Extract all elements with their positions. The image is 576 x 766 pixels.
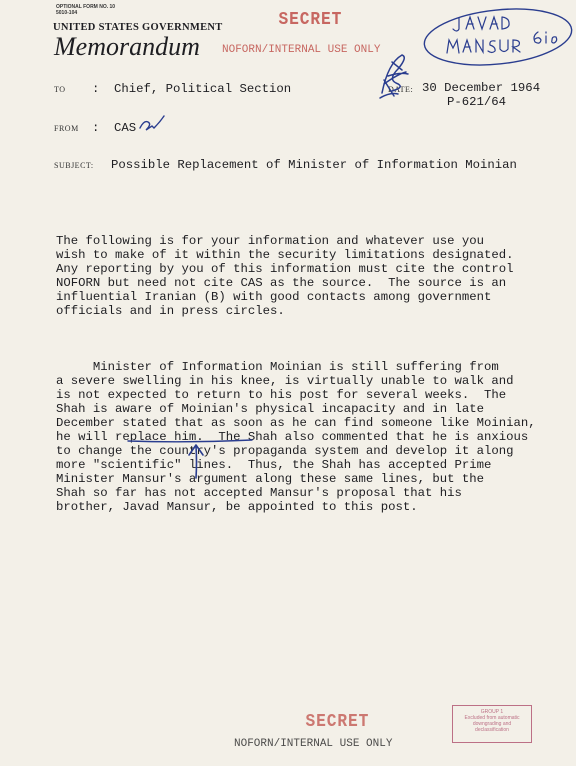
to-value: Chief, Political Section: [114, 82, 292, 96]
reference-number: P-621/64: [447, 95, 507, 109]
classification-stamp-bottom: SECRET: [305, 712, 370, 732]
agency-name: UNITED STATES GOVERNMENT: [53, 22, 223, 33]
handwriting-javad: [453, 17, 509, 31]
control-stamp-top: NOFORN/INTERNAL USE ONLY: [222, 44, 381, 56]
body-paragraph-2: Minister of Information Moinian is still suffering from a severe swelling in his knee, is virtually unable to walk and is not expected to return to his post for several weeks. The Shah is aware of Moinian's physical incapacity and in late December stated that as soon as he can find someone like Moinian, he will replace him. The Shah also commented that he is anxious to change the country's propaganda system and develop it along more "scientific" lines. Thus, the Shah has accepted Prime Minister Mansur's argument along these same lines, but the Shah so far has not accepted Mansur's proposal that his brother, Javad Mansur, be appointed to this post.: [56, 360, 536, 514]
handwriting-6io: [534, 32, 557, 43]
cas-signature: [140, 116, 164, 130]
handwritten-initials: [380, 55, 408, 98]
control-stamp-bottom: NOFORN/INTERNAL USE ONLY: [234, 738, 393, 750]
date-value: 30 December 1964: [422, 81, 541, 95]
javad-mansur-underline: [128, 440, 252, 442]
group-declassification-stamp: GROUP 1 Excluded from automatic downgrading and declassification: [452, 705, 532, 743]
from-value: CAS: [114, 121, 137, 135]
memo-title: Memorandum: [54, 32, 200, 61]
from-colon: :: [92, 121, 100, 135]
body-paragraph-1: The following is for your information and whatever use you wish to make of it within the security limitations designated. Any reporting by you of this information must cite the control NOFORN but need not cite CAS as the source. The source is an influential Iranian (B) with good contacts among government officials and in press circles.: [56, 234, 514, 318]
form-number: OPTIONAL FORM NO. 10 5010-104: [56, 4, 116, 16]
handwriting-mansur: [447, 40, 520, 53]
date-label: DATE:: [388, 85, 414, 94]
pointer-arrow: [189, 445, 203, 478]
margin-note-oval: [422, 2, 575, 71]
subject-value: Possible Replacement of Minister of Information Moinian: [111, 158, 517, 172]
subject-label: SUBJECT:: [54, 161, 94, 170]
from-label: FROM: [54, 124, 79, 133]
to-label: TO: [54, 85, 66, 94]
to-colon: :: [92, 82, 100, 96]
classification-stamp-top: SECRET: [278, 10, 343, 30]
